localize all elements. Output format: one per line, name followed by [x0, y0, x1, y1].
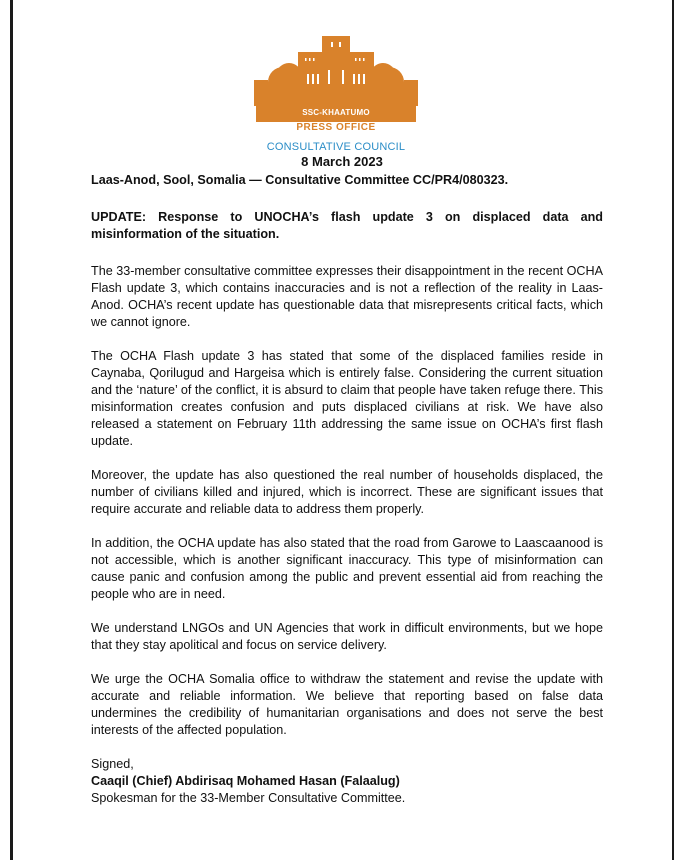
signature-block: [91, 756, 603, 807]
body-paragraph: We urge the OCHA Somalia office to withdraw the statement and revise the update with accurate and reliable information. We believe that reporting based on false data undermines the credibility of humanitarian organisations and does not serve the best interests of the affected population.: [91, 672, 603, 737]
body-paragraph: In addition, the OCHA update has also stated that the road from Garowe to Laascaanood is not accessible, which is another significant inaccuracy. This type of misinformation can cause panic and confusion among the public and prevent essential aid from reaching the people who are in need.: [91, 536, 603, 601]
signed-label: Signed,: [91, 757, 134, 771]
press-release-date: 8 March 2023: [301, 154, 383, 169]
signer-title: Spokesman for the 33-Member Consultative Committee.: [91, 791, 406, 805]
body-paragraph: We understand LNGOs and UN Agencies that work in difficult environments, but we hope that they stay apolitical and focus on service delivery.: [91, 621, 603, 652]
signer-name: Caaqil (Chief) Abdirisaq Mohamed Hasan (Falaalug): [91, 774, 400, 788]
press-office-logo: [248, 30, 424, 166]
page-border-right: [672, 0, 674, 860]
logo-press-office: PRESS OFFICE: [296, 122, 376, 133]
body-paragraph: The OCHA Flash update 3 has stated that some of the displaced families reside in Caynaba, Qorilugud and Hargeisa which is entirely false. Considering the current situation and the ‘nature’ of the conflict, it is absurd to claim that people have taken refuge there. This misinformation creates confusion and puts displaced civilians at risk. We have also released a statement on February 11th addressing the same issue on OCHA’s first flash update.: [91, 349, 603, 448]
press-release-headline: UPDATE: Response to UNOCHA’s flash update 3 on displaced data and misinformation of the situation.: [91, 210, 603, 241]
page-border-left: [10, 0, 13, 860]
location-reference-line: Laas-Anod, Sool, Somalia — Consultative Committee CC/PR4/080323.: [91, 173, 509, 187]
body-paragraph: The 33-member consultative committee expresses their disappointment in the recent OCHA Flash update 3, which contains inaccuracies and is not a reflection of the reality in Laas-Anod. OCHA’s recent update has questionable data that misrepresents critical facts, which we cannot ignore.: [91, 264, 603, 329]
logo-banner-text: SSC-KHAATUMO: [302, 108, 370, 117]
body-paragraph: Moreover, the update has also questioned the real number of households displaced, the number of civilians killed and injured, which is incorrect. These are significant issues that require accurate and reliable data to address them properly.: [91, 468, 603, 516]
press-release-body: [91, 172, 603, 807]
logo-consultative-council: CONSULTATIVE COUNCIL: [266, 141, 406, 153]
